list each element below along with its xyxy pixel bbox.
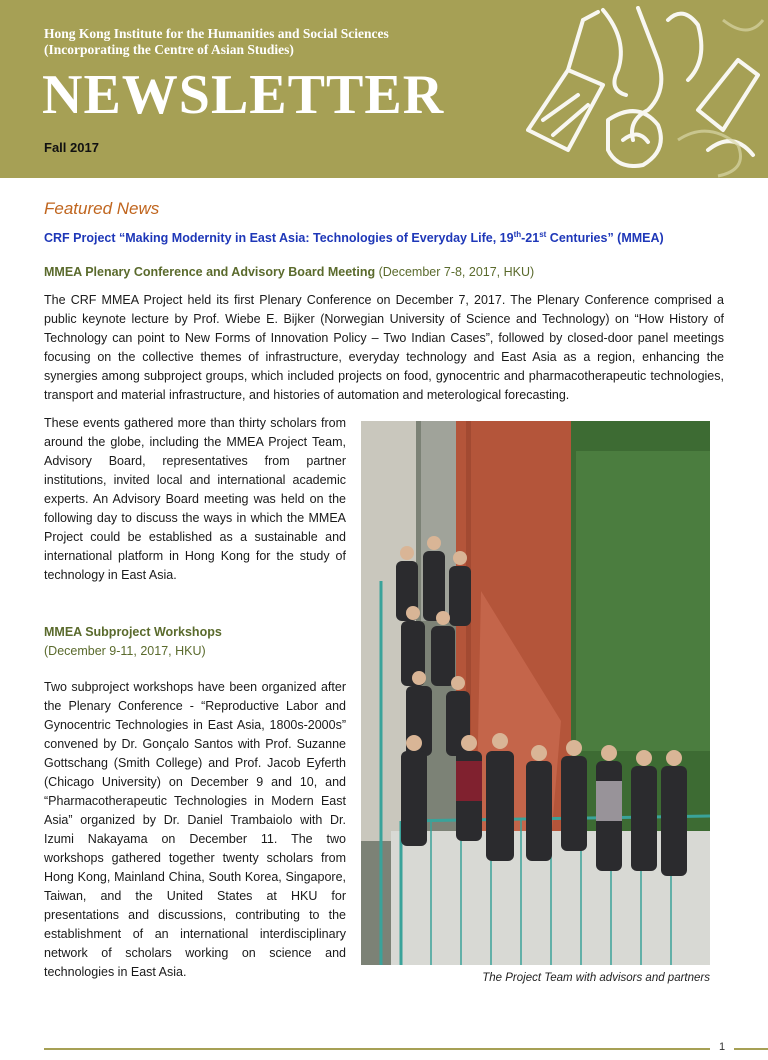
events-paragraph: These events gathered more than thirty scholars from around the globe, including the MMEA Project Team, Advisory Board, representatives from partner institutions, invited local and international academic experts. An Advisory Board meeting was held on the following day to discuss the ways in which the MMEA Project could be established as a sustainable and international platform in Hong Kong for the study of technology in East Asia.: [44, 416, 346, 582]
section-title: Featured News: [44, 199, 160, 218]
page-number: 1: [710, 1041, 734, 1053]
masthead-title: NEWSLETTER: [42, 64, 445, 126]
newsletter-header: [0, 0, 768, 178]
institute-name: Hong Kong Institute for the Humanities and Social Sciences (Incorporating the Centre of Asian Studies): [44, 26, 389, 57]
conference-heading: MMEA Plenary Conference and Advisory Board Meeting (December 7-8, 2017, HKU): [44, 265, 535, 279]
project-title: CRF Project “Making Modernity in East Asia: Technologies of Everyday Life, 19th-21st Centuries” (MMEA): [44, 230, 664, 246]
workshop-heading: MMEA Subproject Workshops (December 9-11, 2017, HKU): [44, 625, 222, 658]
decorative-artifacts-illustration: [508, 0, 768, 178]
issue-label: Fall 2017: [44, 140, 99, 155]
footer-rule: [44, 1048, 768, 1050]
group-photo: [361, 421, 710, 965]
conference-paragraph: The CRF MMEA Project held its first Plenary Conference on December 7, 2017. The Plenary Conference comprised a public keynote lecture by Prof. Wiebe E. Bijker (Norwegian University of Science and Technology) on “How History of Technology can point to New Forms of Innovation Policy – Two Indian Cases”, followed by closed-door panel meetings focusing on the collective themes of infrastructure, everyday technology and East Asia as a region, enhancing the synergies among subproject groups, which included projects on food, gynocentric and pharmacotherapeutic technologies, transport and material infrastructure, and histories of automation and meterological forecasting.: [44, 293, 724, 402]
photo-caption: The Project Team with advisors and partners: [482, 972, 710, 984]
workshop-paragraph: Two subproject workshops have been organized after the Plenary Conference - “Reproductive Labor and Gynocentric Technologies in East Asia, 1800s-2000s” convened by Dr. Gonçalo Santos with Prof. Suzanne Gottschang (Smith College) and Prof. Jacob Eyferth (Chicago University) on December 9 and 10, and “Pharmacotherapeutic Technologies in Modern East Asia” organized by Dr. Daniel Trambaiolo with Dr. Izumi Nakayama on December 11. The two workshops gathered together twenty scholars from Hong Kong, Mainland China, South Korea, Singapore, Taiwan, and the United States at HKU for presentations and discussions, contributing to the establishment of an international interdisciplinary network of scholars working on science and technologies in East Asia.: [44, 680, 346, 979]
